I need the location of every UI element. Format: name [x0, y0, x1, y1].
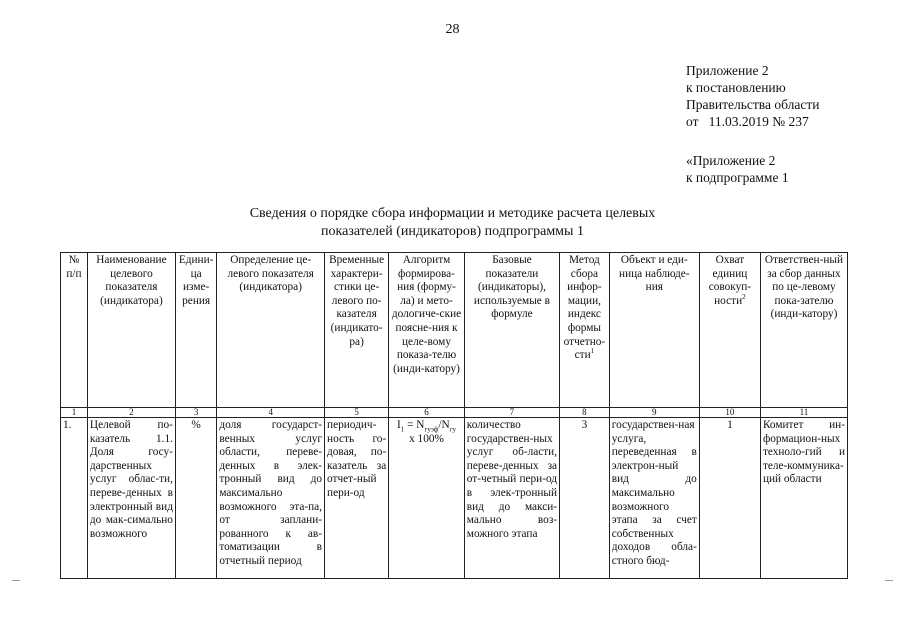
- time-text: периодич-ность го-довая, по-казатель за отчет-ный пери-од: [327, 419, 387, 499]
- column-number: 3: [175, 408, 216, 418]
- footnote-mark: 2: [742, 293, 746, 302]
- page-number: 28: [445, 22, 460, 37]
- document-title: [200, 205, 705, 241]
- base-indicators: [464, 418, 559, 579]
- table-row: [61, 418, 848, 579]
- observation-object: [609, 418, 699, 579]
- formula-div: /N: [438, 419, 450, 431]
- col-header-method-text: Метод сбора инфор-мации, индекс формы отчетно-сти: [563, 254, 606, 362]
- col-header-name: Наименование целевого показателя (индикатора): [87, 253, 175, 408]
- base-text: количество государствен-ных услуг об-ласти, переве-денных за от-четный пери-од в элек-тронный вид до макси-мально воз-можного этапа: [466, 419, 558, 540]
- col-header-unit: Едини-ца изме-рения: [175, 253, 216, 408]
- scan-mark-left: [12, 580, 20, 581]
- column-number: 9: [609, 408, 699, 418]
- column-number: 10: [699, 408, 760, 418]
- column-number: 11: [760, 408, 847, 418]
- column-number: 8: [560, 408, 610, 418]
- annex-sub-line: к подпрограмме 1: [686, 170, 789, 185]
- col-header-object: Объект и еди-ница наблюде-ния: [609, 253, 699, 408]
- collection-method: 3: [560, 418, 610, 579]
- footnote-mark: 1: [590, 347, 595, 356]
- scan-mark-right: [885, 580, 893, 581]
- object-text: государствен-ная услуга, переведенная в электрон-ный вид до максимально возможного этапа за счет собственных доходов обла-стного бюд-: [611, 419, 697, 567]
- time-characteristics: [325, 418, 389, 579]
- col-header-coverage-text: Охват единиц совокуп-ности: [708, 254, 752, 307]
- unit: %: [175, 418, 216, 579]
- col-header-num: № п/п: [61, 253, 88, 408]
- formula-tail: x 100%: [409, 432, 444, 445]
- column-number: 6: [389, 408, 465, 418]
- annex-line: от 11.03.2019 № 237: [686, 114, 809, 129]
- col-header-responsible: Ответствен-ный за сбор данных по це-левому пока-зателю (инди-катору): [760, 253, 847, 408]
- column-number-row: [61, 408, 848, 418]
- column-number: 7: [464, 408, 559, 418]
- column-number: 2: [87, 408, 175, 418]
- formula-num-sub: гуэф: [424, 425, 439, 434]
- coverage: 1: [699, 418, 760, 579]
- column-number: 1: [61, 408, 88, 418]
- formula-eq: = N: [404, 419, 425, 431]
- table-header-row: [61, 253, 848, 408]
- indicator-name: [87, 418, 175, 579]
- col-header-coverage: [699, 253, 760, 408]
- title-line-1: Сведения о порядке сбора информации и методике расчета целевых: [249, 206, 656, 221]
- formula: [389, 418, 465, 579]
- indicator-name-text: Целевой по-казатель 1.1. Доля госу-дарственных услуг облас-ти, переве-денных в электронный вид до мак-симально возможного: [89, 419, 173, 540]
- col-header-method: [560, 253, 610, 408]
- responsible-text: Комитет ин-формацион-ных техноло-гий и теле-коммуника-ций области: [762, 419, 845, 486]
- indicators-table: [60, 252, 848, 579]
- annex-line: Приложение 2: [686, 63, 769, 78]
- row-number: 1.: [61, 418, 88, 579]
- annex-line: Правительства области: [686, 97, 820, 112]
- title-line-2: показателей (индикаторов) подпрограммы 1: [321, 224, 584, 239]
- col-header-time: Временные характери-стики це-левого по-казателя (индикато-ра): [325, 253, 389, 408]
- responsible: [760, 418, 847, 579]
- annex-header: [686, 62, 819, 130]
- col-header-definition: Определение це-левого показателя (индикатора): [217, 253, 325, 408]
- col-header-formula: Алгоритм формирова-ния (форму-ла) и мето-дологиче-ские поясне-ния к целе-вому показа-телю (инди-катору): [389, 253, 465, 408]
- formula-lhs-sub: 1: [400, 425, 405, 434]
- annex-sub-line: «Приложение 2: [686, 153, 776, 168]
- annex-subprogram: [686, 152, 789, 186]
- definition-text: доля государст-венных услуг области, переве-денных в элек-тронный вид до максимально возможного эта-па, от заплани-рованного к ав-томатизации в отчетный период: [219, 419, 323, 567]
- column-number: 4: [217, 408, 325, 418]
- col-header-base: Базовые показатели (индикаторы), используемые в формуле: [464, 253, 559, 408]
- column-number: 5: [325, 408, 389, 418]
- formula-lhs: I: [397, 419, 401, 431]
- definition: [217, 418, 325, 579]
- annex-line: к постановлению: [686, 80, 786, 95]
- formula-den-sub: гу: [449, 425, 457, 434]
